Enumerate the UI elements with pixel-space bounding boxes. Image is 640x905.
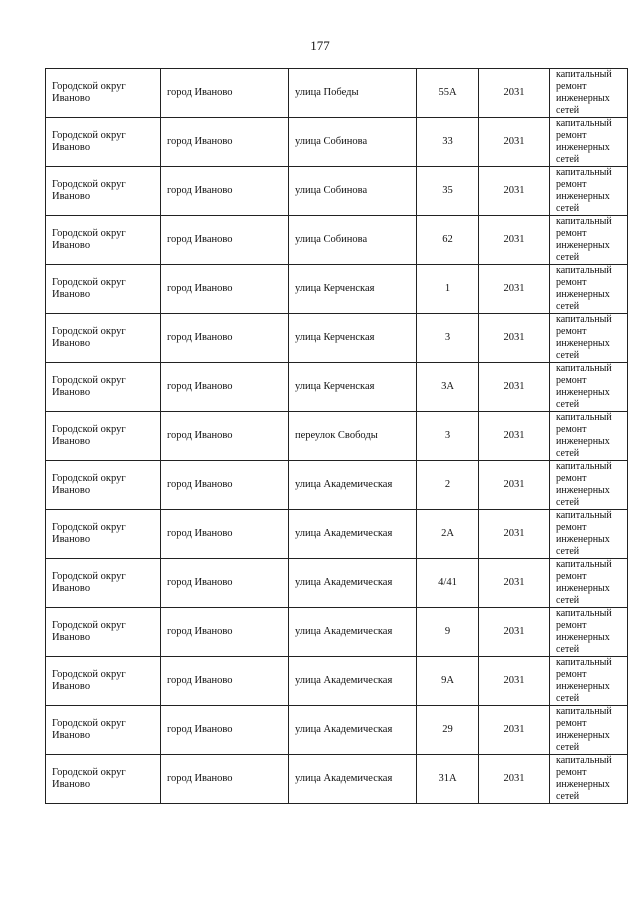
house-number-cell: 3	[417, 314, 479, 363]
year-cell: 2031	[479, 559, 550, 608]
table-row	[46, 363, 628, 412]
street-cell: улица Керченская	[289, 314, 417, 363]
street-cell: улица Академическая	[289, 461, 417, 510]
house-number-cell: 3	[417, 412, 479, 461]
city-cell: город Иваново	[161, 559, 289, 608]
year-cell: 2031	[479, 755, 550, 804]
street-cell: улица Собинова	[289, 167, 417, 216]
house-number-cell: 9	[417, 608, 479, 657]
year-cell: 2031	[479, 657, 550, 706]
district-cell: Городской округ Иваново	[46, 69, 161, 118]
table-row	[46, 755, 628, 804]
city-cell: город Иваново	[161, 167, 289, 216]
house-number-cell: 55А	[417, 69, 479, 118]
year-cell: 2031	[479, 706, 550, 755]
work-type-cell: капитальный ремонт инженерных сетей	[550, 559, 628, 608]
work-type-cell: капитальный ремонт инженерных сетей	[550, 706, 628, 755]
house-number-cell: 1	[417, 265, 479, 314]
district-cell: Городской округ Иваново	[46, 167, 161, 216]
table-row	[46, 167, 628, 216]
district-cell: Городской округ Иваново	[46, 657, 161, 706]
city-cell: город Иваново	[161, 363, 289, 412]
district-cell: Городской округ Иваново	[46, 363, 161, 412]
table-row	[46, 265, 628, 314]
city-cell: город Иваново	[161, 608, 289, 657]
year-cell: 2031	[479, 461, 550, 510]
house-number-cell: 62	[417, 216, 479, 265]
city-cell: город Иваново	[161, 314, 289, 363]
district-cell: Городской округ Иваново	[46, 314, 161, 363]
house-number-cell: 35	[417, 167, 479, 216]
district-cell: Городской округ Иваново	[46, 706, 161, 755]
table-row	[46, 461, 628, 510]
work-type-cell: капитальный ремонт инженерных сетей	[550, 216, 628, 265]
street-cell: улица Собинова	[289, 216, 417, 265]
housing-repair-table	[45, 68, 628, 804]
street-cell: улица Собинова	[289, 118, 417, 167]
year-cell: 2031	[479, 216, 550, 265]
work-type-cell: капитальный ремонт инженерных сетей	[550, 265, 628, 314]
work-type-cell: капитальный ремонт инженерных сетей	[550, 167, 628, 216]
table-row	[46, 412, 628, 461]
district-cell: Городской округ Иваново	[46, 559, 161, 608]
year-cell: 2031	[479, 265, 550, 314]
street-cell: улица Академическая	[289, 559, 417, 608]
street-cell: улица Керченская	[289, 363, 417, 412]
year-cell: 2031	[479, 314, 550, 363]
house-number-cell: 9А	[417, 657, 479, 706]
street-cell: улица Академическая	[289, 755, 417, 804]
table-row	[46, 216, 628, 265]
street-cell: улица Академическая	[289, 510, 417, 559]
district-cell: Городской округ Иваново	[46, 461, 161, 510]
district-cell: Городской округ Иваново	[46, 265, 161, 314]
year-cell: 2031	[479, 608, 550, 657]
city-cell: город Иваново	[161, 118, 289, 167]
street-cell: улица Победы	[289, 69, 417, 118]
city-cell: город Иваново	[161, 265, 289, 314]
city-cell: город Иваново	[161, 69, 289, 118]
street-cell: улица Академическая	[289, 608, 417, 657]
year-cell: 2031	[479, 167, 550, 216]
table-row	[46, 657, 628, 706]
street-cell: улица Керченская	[289, 265, 417, 314]
district-cell: Городской округ Иваново	[46, 118, 161, 167]
district-cell: Городской округ Иваново	[46, 216, 161, 265]
street-cell: улица Академическая	[289, 706, 417, 755]
table-row	[46, 510, 628, 559]
district-cell: Городской округ Иваново	[46, 755, 161, 804]
district-cell: Городской округ Иваново	[46, 412, 161, 461]
city-cell: город Иваново	[161, 755, 289, 804]
house-number-cell: 2А	[417, 510, 479, 559]
work-type-cell: капитальный ремонт инженерных сетей	[550, 412, 628, 461]
city-cell: город Иваново	[161, 510, 289, 559]
city-cell: город Иваново	[161, 706, 289, 755]
work-type-cell: капитальный ремонт инженерных сетей	[550, 608, 628, 657]
house-number-cell: 2	[417, 461, 479, 510]
city-cell: город Иваново	[161, 216, 289, 265]
work-type-cell: капитальный ремонт инженерных сетей	[550, 118, 628, 167]
table-row	[46, 559, 628, 608]
year-cell: 2031	[479, 412, 550, 461]
table-row	[46, 314, 628, 363]
house-number-cell: 29	[417, 706, 479, 755]
table-row	[46, 69, 628, 118]
table-row	[46, 608, 628, 657]
year-cell: 2031	[479, 69, 550, 118]
city-cell: город Иваново	[161, 412, 289, 461]
house-number-cell: 3А	[417, 363, 479, 412]
work-type-cell: капитальный ремонт инженерных сетей	[550, 657, 628, 706]
city-cell: город Иваново	[161, 461, 289, 510]
work-type-cell: капитальный ремонт инженерных сетей	[550, 461, 628, 510]
table-row	[46, 118, 628, 167]
street-cell: улица Академическая	[289, 657, 417, 706]
house-number-cell: 31А	[417, 755, 479, 804]
year-cell: 2031	[479, 118, 550, 167]
work-type-cell: капитальный ремонт инженерных сетей	[550, 363, 628, 412]
street-cell: переулок Свободы	[289, 412, 417, 461]
city-cell: город Иваново	[161, 657, 289, 706]
district-cell: Городской округ Иваново	[46, 608, 161, 657]
year-cell: 2031	[479, 363, 550, 412]
work-type-cell: капитальный ремонт инженерных сетей	[550, 510, 628, 559]
work-type-cell: капитальный ремонт инженерных сетей	[550, 314, 628, 363]
district-cell: Городской округ Иваново	[46, 510, 161, 559]
house-number-cell: 33	[417, 118, 479, 167]
table-row	[46, 706, 628, 755]
year-cell: 2031	[479, 510, 550, 559]
work-type-cell: капитальный ремонт инженерных сетей	[550, 755, 628, 804]
work-type-cell: капитальный ремонт инженерных сетей	[550, 69, 628, 118]
page-number: 177	[310, 38, 330, 53]
house-number-cell: 4/41	[417, 559, 479, 608]
